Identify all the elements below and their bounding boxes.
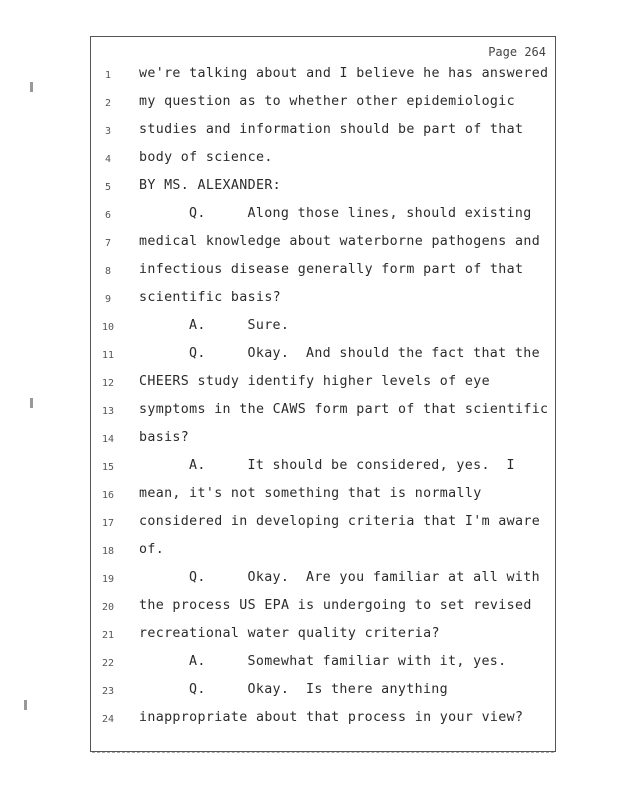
line-text: inappropriate about that process in your view? bbox=[139, 710, 524, 725]
transcript-line bbox=[0, 654, 618, 674]
transcript-line bbox=[0, 262, 618, 282]
line-number: 9 bbox=[104, 294, 112, 305]
transcript-line bbox=[0, 542, 618, 562]
margin-mark bbox=[24, 700, 27, 710]
transcript-line bbox=[0, 66, 618, 86]
line-number: 21 bbox=[101, 630, 115, 641]
line-text: A. Sure. bbox=[189, 318, 290, 333]
line-number: 14 bbox=[101, 434, 115, 445]
transcript-line bbox=[0, 486, 618, 506]
line-text: Q. Along those lines, should existing bbox=[189, 206, 532, 221]
transcript-line bbox=[0, 514, 618, 534]
line-number: 19 bbox=[101, 574, 115, 585]
line-text: Q. Okay. And should the fact that the bbox=[189, 346, 540, 361]
line-number: 24 bbox=[101, 714, 115, 725]
line-text: mean, it's not something that is normally bbox=[139, 486, 482, 501]
footer-rule bbox=[92, 752, 554, 754]
transcript-line bbox=[0, 626, 618, 646]
line-number: 22 bbox=[101, 658, 115, 669]
line-text: we're talking about and I believe he has answered bbox=[139, 66, 549, 81]
line-number: 12 bbox=[101, 378, 115, 389]
line-text: A. It should be considered, yes. I bbox=[189, 458, 515, 473]
line-text: recreational water quality criteria? bbox=[139, 626, 440, 641]
line-number: 15 bbox=[101, 462, 115, 473]
line-number: 23 bbox=[101, 686, 115, 697]
line-number: 17 bbox=[101, 518, 115, 529]
line-number: 16 bbox=[101, 490, 115, 501]
line-text: symptoms in the CAWS form part of that scientific bbox=[139, 402, 549, 417]
line-number: 7 bbox=[104, 238, 112, 249]
line-number: 18 bbox=[101, 546, 115, 557]
transcript-line bbox=[0, 374, 618, 394]
transcript-line bbox=[0, 430, 618, 450]
line-number: 8 bbox=[104, 266, 112, 277]
transcript-line bbox=[0, 346, 618, 366]
line-number: 4 bbox=[104, 154, 112, 165]
line-text: BY MS. ALEXANDER: bbox=[139, 178, 282, 193]
transcript-line bbox=[0, 402, 618, 422]
line-text: Q. Okay. Are you familiar at all with bbox=[189, 570, 540, 585]
line-text: considered in developing criteria that I'm aware bbox=[139, 514, 541, 529]
margin-mark bbox=[30, 82, 33, 92]
line-text: basis? bbox=[139, 430, 190, 445]
line-text: Q. Okay. Is there anything bbox=[189, 682, 449, 697]
line-text: A. Somewhat familiar with it, yes. bbox=[189, 654, 507, 669]
line-number: 1 bbox=[104, 70, 112, 81]
transcript-line bbox=[0, 318, 618, 338]
line-text: my question as to whether other epidemiologic bbox=[139, 94, 515, 109]
line-number: 6 bbox=[104, 210, 112, 221]
transcript-line bbox=[0, 178, 618, 198]
transcript-line bbox=[0, 290, 618, 310]
line-number: 3 bbox=[104, 126, 112, 137]
transcript-line bbox=[0, 682, 618, 702]
transcript-line bbox=[0, 234, 618, 254]
line-text: studies and information should be part of that bbox=[139, 122, 524, 137]
transcript-line bbox=[0, 94, 618, 114]
line-text: infectious disease generally form part of that bbox=[139, 262, 524, 277]
line-number: 2 bbox=[104, 98, 112, 109]
line-number: 11 bbox=[101, 350, 115, 361]
line-text: the process US EPA is undergoing to set revised bbox=[139, 598, 532, 613]
transcript-line bbox=[0, 458, 618, 478]
line-number: 10 bbox=[101, 322, 115, 333]
transcript-line bbox=[0, 150, 618, 170]
page-number: Page 264 bbox=[488, 45, 546, 59]
transcript-line bbox=[0, 206, 618, 226]
margin-mark bbox=[30, 398, 33, 408]
line-text: of. bbox=[139, 542, 165, 557]
transcript-line bbox=[0, 598, 618, 618]
line-number: 5 bbox=[104, 182, 112, 193]
transcript-line bbox=[0, 570, 618, 590]
transcript-line bbox=[0, 710, 618, 730]
line-text: CHEERS study identify higher levels of eye bbox=[139, 374, 490, 389]
line-number: 20 bbox=[101, 602, 115, 613]
transcript-line bbox=[0, 122, 618, 142]
line-number: 13 bbox=[101, 406, 115, 417]
line-text: scientific basis? bbox=[139, 290, 282, 305]
line-text: body of science. bbox=[139, 150, 273, 165]
line-text: medical knowledge about waterborne pathogens and bbox=[139, 234, 541, 249]
